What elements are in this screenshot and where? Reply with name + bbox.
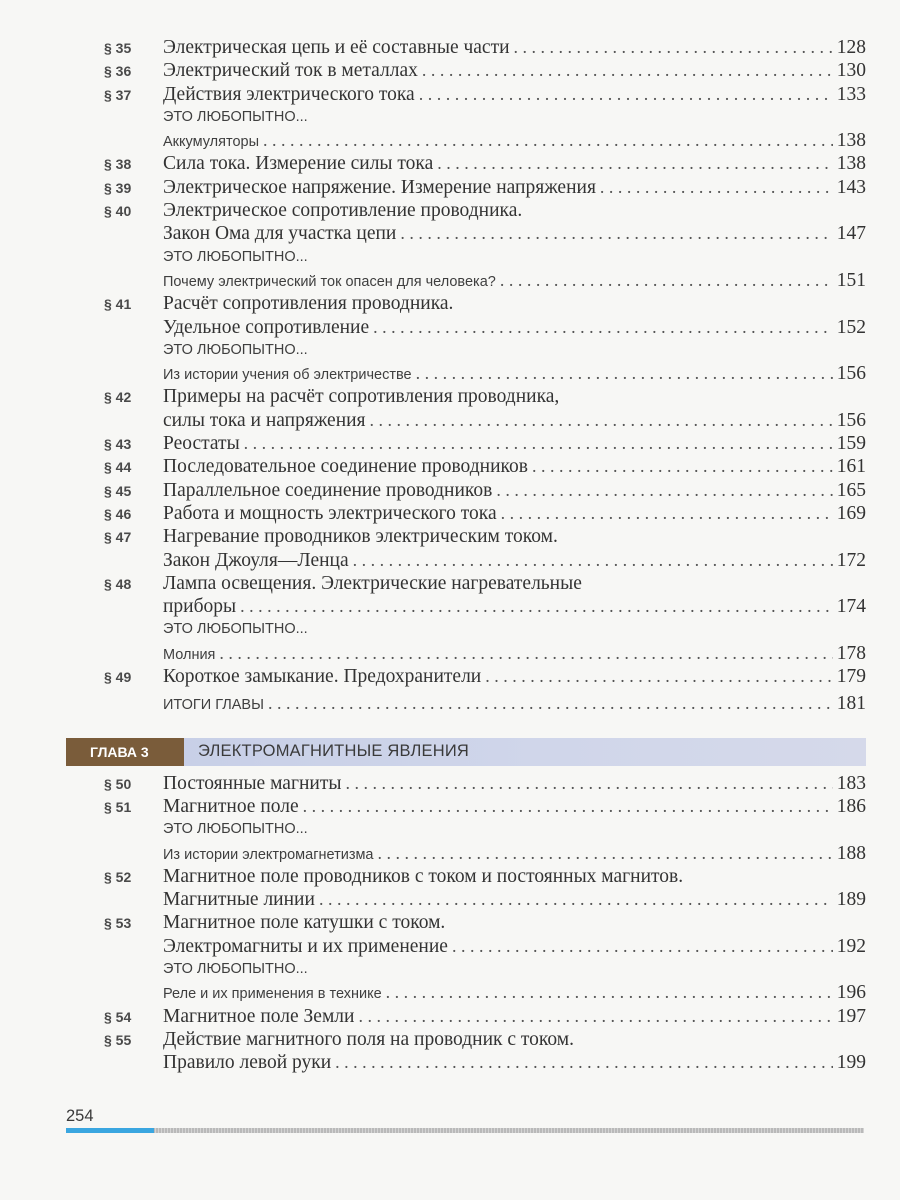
page-ref: 161 (836, 456, 866, 478)
section-title: Магнитное поле (163, 795, 299, 817)
section-title: Молния (163, 646, 216, 663)
toc-entry (66, 549, 866, 572)
toc-entry (66, 316, 866, 339)
section-title: Работа и мощность электрического тока (163, 502, 497, 524)
section-number: § 46 (104, 505, 132, 522)
page-number: 254 (66, 1107, 94, 1125)
toc-chapter-3-section (66, 772, 866, 1075)
dot-leader (496, 479, 832, 502)
dot-leader (358, 1005, 832, 1028)
toc-entry (66, 1028, 866, 1051)
chapter-header (66, 738, 866, 766)
section-title: Электрическая цепь и её составные части (163, 37, 510, 58)
feature-heading: ЭТО ЛЮБОПЫТНО... (163, 248, 308, 265)
toc-chapter-2-section (66, 36, 866, 716)
toc-entry (66, 795, 866, 818)
toc-entry (66, 199, 866, 222)
section-title: Действие магнитного поля на проводник с током. (163, 1028, 574, 1050)
section-title: Расчёт сопротивления проводника. (163, 293, 454, 315)
dot-leader (437, 152, 832, 175)
toc-entry (66, 888, 866, 911)
dot-leader (600, 176, 833, 199)
dot-leader (240, 595, 833, 618)
page-ref: 183 (836, 772, 866, 794)
toc-entry (66, 176, 866, 199)
toc-entry (66, 865, 866, 888)
section-number: § 45 (104, 482, 132, 499)
toc-entry (66, 59, 866, 82)
section-number: § 44 (104, 459, 132, 476)
toc-entry (66, 432, 866, 455)
dot-leader (335, 1051, 833, 1074)
page-ref: 143 (836, 176, 866, 198)
toc-entry (66, 692, 866, 715)
toc-entry (66, 958, 866, 981)
toc-entry (66, 1005, 866, 1028)
section-title: Электромагниты и их применение (163, 935, 448, 957)
section-title: Действия электрического тока (163, 83, 415, 105)
section-title: Постоянные магниты (163, 772, 342, 794)
feature-heading: ЭТО ЛЮБОПЫТНО... (163, 108, 308, 125)
section-title: Реле и их применения в технике (163, 986, 382, 1003)
table-of-contents (66, 36, 866, 1074)
toc-entry (66, 665, 866, 688)
toc-entry (66, 479, 866, 502)
dot-leader (501, 502, 833, 525)
page-ref: 174 (836, 596, 866, 618)
toc-entry (66, 409, 866, 432)
toc-entry (66, 269, 866, 292)
section-number: § 48 (104, 575, 132, 592)
section-title: Из истории электромагнетизма (163, 846, 374, 863)
page-ref: 192 (836, 935, 866, 957)
page-ref: 133 (836, 83, 866, 105)
page-ref: 178 (836, 642, 866, 664)
dot-leader (386, 981, 833, 1004)
section-title: Электрический ток в металлах (163, 60, 418, 82)
section-title: Магнитное поле проводников с током и постоянных магнитов. (163, 865, 684, 887)
dot-leader (303, 795, 833, 818)
feature-heading: ЭТО ЛЮБОПЫТНО... (163, 821, 308, 838)
feature-heading: ИТОГИ ГЛАВЫ (163, 697, 264, 714)
page-ref: 156 (836, 363, 866, 385)
section-title: Из истории учения об электричестве (163, 367, 412, 384)
section-title: Лампа освещения. Электрические нагревательные (163, 572, 582, 594)
section-number: § 54 (104, 1008, 132, 1025)
section-title: Электрическое напряжение. Измерение напряжения (163, 176, 596, 198)
chapter-title: ЭЛЕКТРОМАГНИТНЫЕ ЯВЛЕНИЯ (198, 742, 470, 761)
toc-entry (66, 129, 866, 152)
toc-entry (66, 246, 866, 269)
page-ref: 156 (836, 409, 866, 431)
toc-entry (66, 595, 866, 618)
section-title: Примеры на расчёт сопротивления проводника, (163, 386, 560, 408)
toc-entry (66, 36, 866, 59)
section-title: Магнитные линии (163, 889, 315, 911)
dot-leader (400, 222, 832, 245)
toc-entry (66, 1051, 866, 1074)
feature-heading: ЭТО ЛЮБОПЫТНО... (163, 621, 308, 638)
section-title: Аккумуляторы (163, 134, 260, 151)
section-title: силы тока и напряжения (163, 409, 366, 431)
dot-leader (378, 842, 833, 865)
page-ref: 179 (836, 666, 866, 688)
dot-leader (319, 888, 833, 911)
toc-entry (66, 818, 866, 841)
section-number: § 39 (104, 179, 132, 196)
footer-rule-accent (66, 1128, 154, 1133)
dot-leader (416, 362, 833, 385)
dot-leader (532, 455, 833, 478)
footer-rule (66, 1128, 864, 1133)
section-number: § 51 (104, 798, 132, 815)
page-ref: 152 (836, 316, 866, 338)
page-ref: 199 (836, 1052, 866, 1074)
dot-leader (244, 432, 833, 455)
toc-entry (66, 292, 866, 315)
toc-entry (66, 362, 866, 385)
toc-entry (66, 935, 866, 958)
dot-leader (500, 269, 833, 292)
section-number: § 38 (104, 156, 132, 173)
dot-leader (268, 692, 833, 715)
feature-heading: ЭТО ЛЮБОПЫТНО... (163, 341, 308, 358)
section-number: § 43 (104, 436, 132, 453)
toc-entry (66, 618, 866, 641)
section-number: § 49 (104, 669, 132, 686)
page-ref: 159 (836, 433, 866, 455)
section-title: Закон Джоуля—Ленца (163, 549, 349, 571)
chapter-label: ГЛАВА 3 (66, 738, 184, 766)
dot-leader (419, 83, 833, 106)
page-ref: 186 (836, 795, 866, 817)
section-number: § 41 (104, 296, 132, 313)
dot-leader (219, 642, 832, 665)
page-ref: 181 (836, 693, 866, 715)
page-ref: 147 (836, 223, 866, 245)
dot-leader (485, 665, 833, 688)
section-title: Правило левой руки (163, 1052, 332, 1074)
toc-entry (66, 981, 866, 1004)
section-title: Последовательное соединение проводников (163, 456, 528, 478)
page-ref: 138 (836, 153, 866, 175)
section-title: Удельное сопротивление (163, 316, 370, 338)
toc-entry (66, 83, 866, 106)
section-title: Почему электрический ток опасен для человека? (163, 273, 496, 290)
section-number: § 55 (104, 1031, 132, 1048)
section-title: Магнитное поле катушки с током. (163, 912, 446, 934)
toc-entry (66, 339, 866, 362)
dot-leader (263, 129, 833, 152)
toc-entry (66, 106, 866, 129)
page-ref: 128 (836, 37, 866, 58)
section-title: Нагревание проводников электрическим током. (163, 526, 558, 548)
dot-leader (373, 316, 833, 339)
toc-entry (66, 911, 866, 934)
section-number: § 40 (104, 203, 132, 220)
page-ref: 196 (836, 982, 866, 1004)
toc-entry (66, 525, 866, 548)
dot-leader (370, 409, 833, 432)
section-number: § 52 (104, 868, 132, 885)
section-title: Параллельное соединение проводников (163, 479, 493, 501)
page-ref: 169 (836, 502, 866, 524)
section-number: § 53 (104, 915, 132, 932)
section-number: § 42 (104, 389, 132, 406)
page-ref: 197 (836, 1005, 866, 1027)
section-number: § 36 (104, 63, 132, 80)
section-number: § 47 (104, 529, 132, 546)
section-title: Закон Ома для участка цепи (163, 223, 397, 245)
toc-entry (66, 385, 866, 408)
toc-entry (66, 842, 866, 865)
toc-entry (66, 642, 866, 665)
toc-entry (66, 222, 866, 245)
dot-leader (422, 59, 833, 82)
page-ref: 189 (836, 889, 866, 911)
section-title: Сила тока. Измерение силы тока (163, 153, 434, 175)
toc-entry (66, 152, 866, 175)
dot-leader (514, 36, 833, 59)
dot-leader (345, 772, 832, 795)
feature-heading: ЭТО ЛЮБОПЫТНО... (163, 960, 308, 977)
section-title: приборы (163, 596, 237, 618)
section-number: § 35 (104, 40, 132, 56)
section-title: Реостаты (163, 433, 240, 455)
page-ref: 151 (836, 269, 866, 291)
dot-leader (452, 935, 833, 958)
toc-entry (66, 502, 866, 525)
section-number: § 50 (104, 775, 132, 792)
page-ref: 188 (836, 842, 866, 864)
section-title: Магнитное поле Земли (163, 1005, 355, 1027)
section-title: Короткое замыкание. Предохранители (163, 666, 482, 688)
section-number: § 37 (104, 86, 132, 103)
page-ref: 165 (836, 479, 866, 501)
toc-entry (66, 455, 866, 478)
page-ref: 138 (836, 130, 866, 152)
section-title: Электрическое сопротивление проводника. (163, 200, 523, 222)
page-ref: 130 (836, 60, 866, 82)
toc-entry (66, 572, 866, 595)
toc-entry (66, 772, 866, 795)
dot-leader (353, 549, 833, 572)
page-ref: 172 (836, 549, 866, 571)
